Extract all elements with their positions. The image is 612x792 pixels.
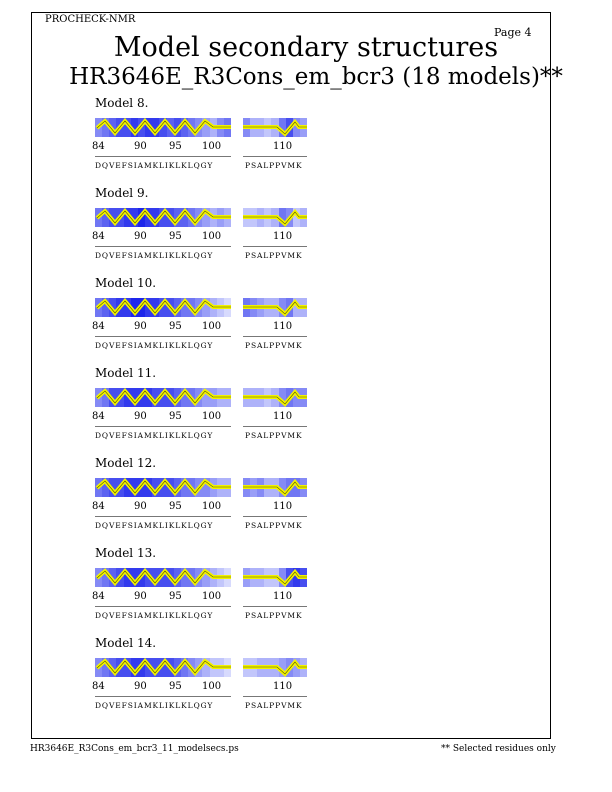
sequence-segment-2: PSALPPVMK xyxy=(245,161,303,170)
page-number: Page 4 xyxy=(494,26,532,39)
tick-label: 84 xyxy=(92,321,105,332)
model-label: Model 9. xyxy=(95,186,149,200)
sequence-segment-1: DQVEFSIAMKLIKLKLQGY xyxy=(95,611,214,620)
model-block xyxy=(92,636,332,716)
helix-line xyxy=(97,121,231,133)
program-name: PROCHECK-NMR xyxy=(45,14,136,25)
tick-label: 95 xyxy=(169,681,182,692)
divider xyxy=(243,516,307,517)
helix-graphic xyxy=(95,298,235,317)
model-label: Model 10. xyxy=(95,276,157,290)
coil-graphic xyxy=(243,208,307,227)
tick-label: 84 xyxy=(92,501,105,512)
tick-label: 110 xyxy=(273,501,293,512)
coil-graphic xyxy=(243,568,307,587)
tick-label: 90 xyxy=(134,501,147,512)
page-title: Model secondary structures xyxy=(113,32,499,63)
model-label: Model 12. xyxy=(95,456,157,470)
tick-label: 110 xyxy=(273,591,293,602)
tick-label: 84 xyxy=(92,231,105,242)
coil-line xyxy=(243,302,307,314)
helix-line xyxy=(97,211,231,223)
helix-graphic xyxy=(95,208,235,227)
helix-graphic xyxy=(95,658,235,677)
model-block xyxy=(92,276,332,356)
tick-label: 90 xyxy=(134,411,147,422)
divider xyxy=(95,516,231,517)
tick-label: 95 xyxy=(169,411,182,422)
tick-label: 95 xyxy=(169,501,182,512)
helix-graphic xyxy=(95,568,235,587)
sequence-segment-2: PSALPPVMK xyxy=(245,611,303,620)
divider xyxy=(243,696,307,697)
footer-filename: HR3646E_R3Cons_em_bcr3_11_modelsecs.ps xyxy=(30,744,239,754)
model-label: Model 13. xyxy=(95,546,157,560)
divider xyxy=(243,246,307,247)
divider xyxy=(243,336,307,337)
sequence-segment-1: DQVEFSIAMKLIKLKLQGY xyxy=(95,251,214,260)
tick-label: 110 xyxy=(273,411,293,422)
sequence-segment-2: PSALPPVMK xyxy=(245,251,303,260)
sequence-segment-2: PSALPPVMK xyxy=(245,431,303,440)
coil-graphic xyxy=(243,478,307,497)
helix-graphic xyxy=(95,478,235,497)
divider xyxy=(95,156,231,157)
model-block xyxy=(92,546,332,626)
tick-label: 90 xyxy=(134,141,147,152)
sequence-segment-1: DQVEFSIAMKLIKLKLQGY xyxy=(95,431,214,440)
divider xyxy=(95,696,231,697)
coil-line xyxy=(243,572,307,584)
tick-label: 110 xyxy=(273,231,293,242)
tick-label: 84 xyxy=(92,681,105,692)
tick-label: 100 xyxy=(202,141,222,152)
tick-label: 100 xyxy=(202,321,222,332)
tick-label: 90 xyxy=(134,321,147,332)
sequence-segment-1: DQVEFSIAMKLIKLKLQGY xyxy=(95,341,214,350)
tick-label: 110 xyxy=(273,141,293,152)
tick-label: 100 xyxy=(202,591,222,602)
model-block xyxy=(92,456,332,536)
divider xyxy=(95,336,231,337)
coil-graphic xyxy=(243,388,307,407)
model-label: Model 14. xyxy=(95,636,157,650)
tick-label: 95 xyxy=(169,141,182,152)
sequence-segment-2: PSALPPVMK xyxy=(245,701,303,710)
tick-label: 84 xyxy=(92,591,105,602)
divider xyxy=(95,246,231,247)
tick-label: 110 xyxy=(273,321,293,332)
helix-graphic xyxy=(95,388,235,407)
sequence-segment-1: DQVEFSIAMKLIKLKLQGY xyxy=(95,701,214,710)
model-label: Model 8. xyxy=(95,96,149,110)
helix-line xyxy=(97,301,231,313)
divider xyxy=(243,156,307,157)
helix-line xyxy=(97,661,231,673)
tick-label: 100 xyxy=(202,411,222,422)
page-subtitle: HR3646E_R3Cons_em_bcr3 (18 models)** xyxy=(69,64,563,90)
tick-label: 84 xyxy=(92,141,105,152)
coil-line xyxy=(243,392,307,404)
sequence-segment-1: DQVEFSIAMKLIKLKLQGY xyxy=(95,161,214,170)
tick-label: 100 xyxy=(202,501,222,512)
sequence-segment-2: PSALPPVMK xyxy=(245,521,303,530)
footer-note: ** Selected residues only xyxy=(441,744,556,754)
helix-line xyxy=(97,481,231,493)
tick-label: 100 xyxy=(202,231,222,242)
tick-label: 90 xyxy=(134,591,147,602)
helix-line xyxy=(97,391,231,403)
tick-label: 90 xyxy=(134,231,147,242)
tick-label: 95 xyxy=(169,321,182,332)
divider xyxy=(243,426,307,427)
tick-label: 95 xyxy=(169,231,182,242)
coil-line xyxy=(243,482,307,494)
helix-graphic xyxy=(95,118,235,137)
divider xyxy=(95,606,231,607)
sequence-segment-2: PSALPPVMK xyxy=(245,341,303,350)
model-block xyxy=(92,186,332,266)
divider xyxy=(243,606,307,607)
coil-graphic xyxy=(243,658,307,677)
tick-label: 110 xyxy=(273,681,293,692)
model-block xyxy=(92,96,332,176)
tick-label: 84 xyxy=(92,411,105,422)
sequence-segment-1: DQVEFSIAMKLIKLKLQGY xyxy=(95,521,214,530)
helix-line xyxy=(97,571,231,583)
divider xyxy=(95,426,231,427)
coil-line xyxy=(243,122,307,134)
coil-line xyxy=(243,662,307,674)
coil-graphic xyxy=(243,118,307,137)
tick-label: 90 xyxy=(134,681,147,692)
coil-line xyxy=(243,212,307,224)
coil-graphic xyxy=(243,298,307,317)
model-block xyxy=(92,366,332,446)
tick-label: 95 xyxy=(169,591,182,602)
tick-label: 100 xyxy=(202,681,222,692)
model-label: Model 11. xyxy=(95,366,157,380)
